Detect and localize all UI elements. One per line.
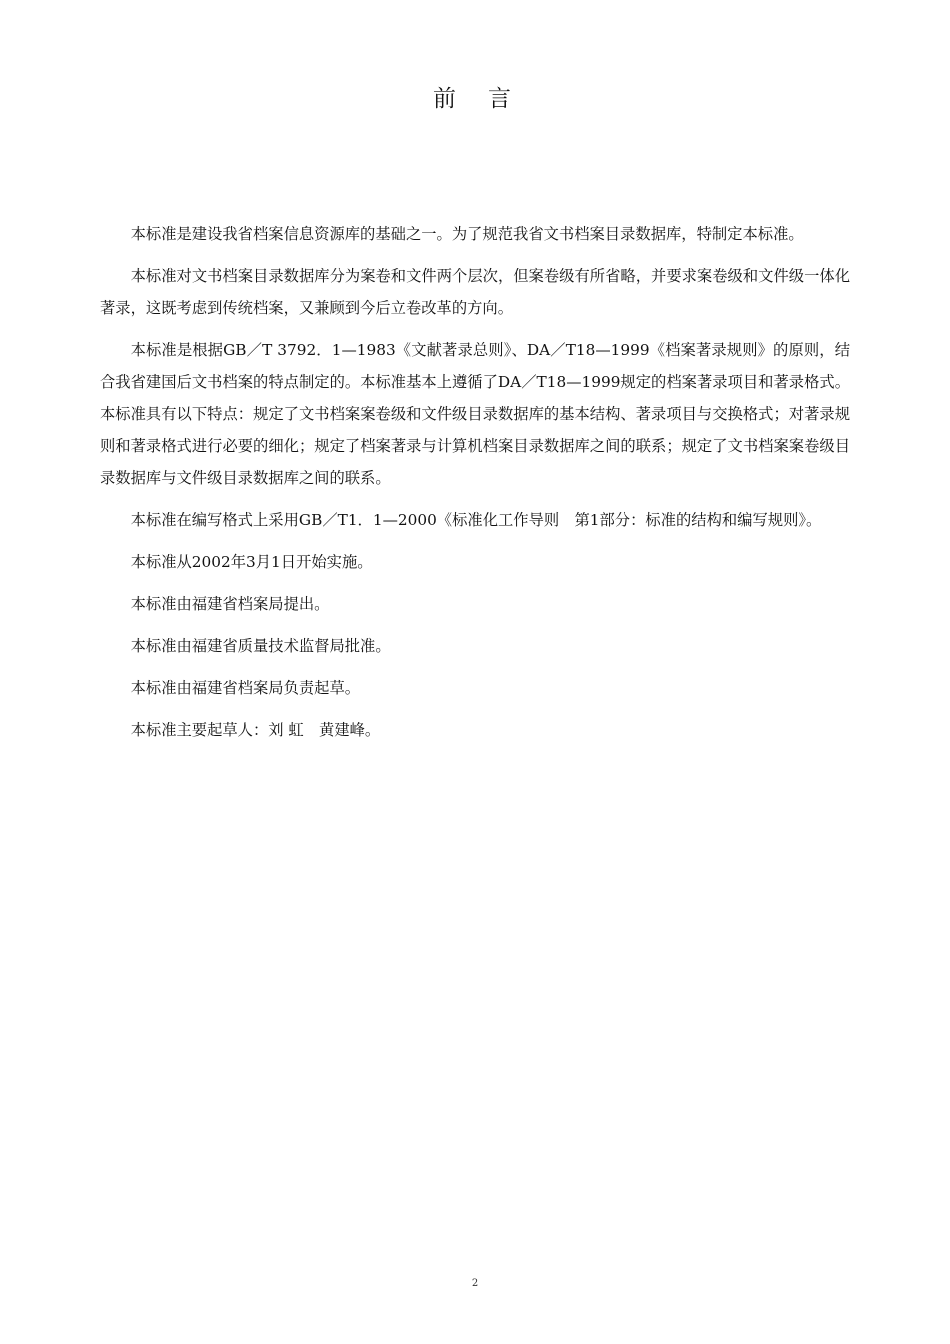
title-part-1: 前 bbox=[433, 86, 462, 112]
paragraph-4: 本标准在编写格式上采用GB／T1．1—2000《标准化工作导则 第1部分：标准的结构和编写规则》。 bbox=[130, 511, 822, 529]
paragraph-3: 本标准是根据GB／T 3792．1—1983《文献著录总则》、DA／T18—1999《档案著录规则》的原则，结合我省建国后文书档案的特点制定的。本标准基本上遵循了DA／T18—1999规定的档案著录项目和著录格式。本标准具有以下特点：规定了文书档案案卷级和文件级目录数据库的基本结构、著录项目与交换格式；对著录规则和著录格式进行必要的细化；规定了档案著录与计算机档案目录数据库之间的联系；规定了文书档案案卷级目录数据库与文件级目录数据库之间的联系。 bbox=[100, 341, 850, 487]
paragraph-6: 本标准由福建省档案局提出。 bbox=[130, 595, 330, 613]
paragraph-8: 本标准由福建省档案局负责起草。 bbox=[130, 679, 361, 697]
paragraph-1: 本标准是建设我省档案信息资源库的基础之一。为了规范我省文书档案目录数据库，特制定本标准。 bbox=[130, 225, 804, 243]
paragraph-2: 本标准对文书档案目录数据库分为案卷和文件两个层次，但案卷级有所省略，并要求案卷级和文件级一体化著录，这既考虑到传统档案，又兼顾到今后立卷改革的方向。 bbox=[100, 267, 850, 317]
document-body bbox=[100, 218, 850, 756]
title-part-2: 言 bbox=[488, 86, 517, 112]
paragraph-5: 本标准从2002年3月1日开始实施。 bbox=[130, 553, 373, 571]
page-number: 2 bbox=[471, 1278, 479, 1289]
paragraph-9: 本标准主要起草人：刘 虹 黄建峰。 bbox=[130, 721, 381, 739]
paragraph-7: 本标准由福建省质量技术监督局批准。 bbox=[130, 637, 391, 655]
page-title bbox=[0, 80, 950, 113]
